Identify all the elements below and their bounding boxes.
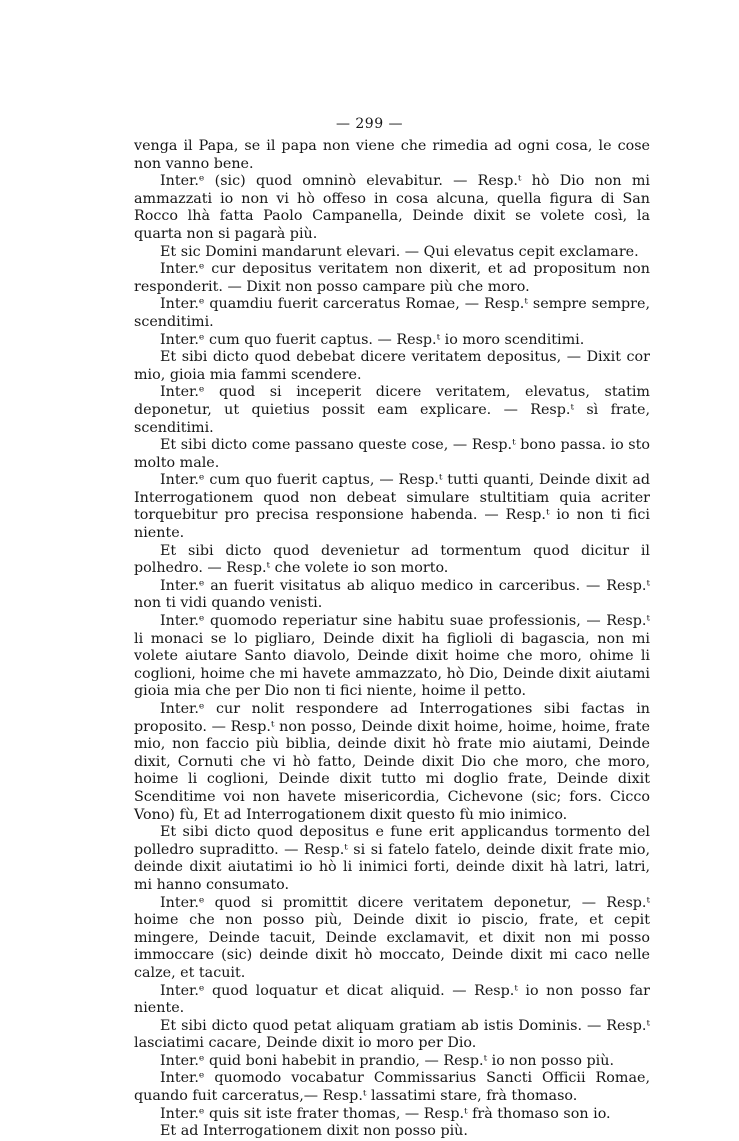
paragraph: Inter.ᵉ quis sit iste frater thomas, — Resp.ᵗ frà thomaso son io. [160,1105,611,1122]
paragraph: Inter.ᵉ cum quo fuerit captus, — Resp.ᵗ tutti quanti, Deinde dixit ad Interrogationem quod non debeat simulare stultitiam quia acriter torquebitur pro precisa responsione habenda. — Resp.ᵗ io non ti fici niente. [134,472,650,542]
paragraph: Et sibi dicto quod depositus e fune erit applicandus tormento del polledro supraditto. — Resp.ᵗ si si fatelo fatelo, deinde dixit frate mio, deinde dixit aiutatimi io hò li inimici forti, deinde dixit hà latri, latri, mi hanno consumato. [134,824,650,893]
paragraph: Inter.ᵉ quomodo reperiatur sine habitu suae professionis, — Resp.ᵗ li monaci se lo pigliaro, Deinde dixit ha figlioli di bagascia, non mi volete aiutare Santo diavolo, Deinde dixit hoime che moro, ohime li coglioni, hoime che mi havete ammazzato, hò Dio, Deinde dixit aiutami gioia mia che per Dio non ti fici niente, hoime il petto. [134,613,650,700]
body-text [134,138,650,1141]
paragraph: Et sibi dicto come passano queste cose, — Resp.ᵗ bono passa. io sto molto male. [134,437,650,471]
paragraph: venga il Papa, se il papa non viene che rimedia ad ogni cosa, le cose non vanno bene. [134,138,650,172]
paragraph: Inter.ᵉ quod si promittit dicere veritatem deponetur, — Resp.ᵗ hoime che non posso più, Deinde dixit io piscio, frate, et cepit mingere, Deinde tacuit, Deinde exclamavit, et dixit non mi posso immoccare (sic) deinde dixit hò moccato, Deinde dixit mi caco nelle calze, et tacuit. [134,894,650,981]
paragraph: Inter.ᵉ an fuerit visitatus ab aliquo medico in carceribus. — Resp.ᵗ non ti vidi quando venisti. [134,577,650,612]
paragraph: Et sibi dicto quod devenietur ad tormentum quod dicitur il polhedro. — Resp.ᵗ che volete io son morto. [134,542,650,577]
page-number: — 299 — [335,116,404,132]
paragraph: Et ad Interrogationem dixit non posso più. [160,1123,468,1140]
paragraph: Inter.ᵉ cur depositus veritatem non dixerit, et ad propositum non responderit. — Dixit non posso campare più che moro. [134,261,650,295]
paragraph: Et sibi dicto quod petat aliquam gratiam ab istis Dominis. — Resp.ᵗ lasciatimi cacare, Deinde dixit io moro per Dio. [134,1017,650,1052]
paragraph: Inter.ᵉ (sic) quod omninò elevabitur. — Resp.ᵗ hò Dio non mi ammazzati io non vi hò offeso in cosa alcuna, quella figura di San Rocco lhà fatta Paolo Campanella, Deinde dixit se volete così, la quarta non si pagarà più. [134,173,650,242]
paragraph: Et sibi dicto quod debebat dicere veritatem depositus, — Dixit cor mio, gioia mia fammi scendere. [134,349,650,383]
paragraph: Et sic Domini mandarunt elevari. — Qui elevatus cepit exclamare. [160,243,639,260]
paragraph: Inter.ᵉ quod loquatur et dicat aliquid. — Resp.ᵗ io non posso far niente. [134,982,650,1017]
paragraph: Inter.ᵉ quomodo vocabatur Commissarius Sancti Officii Romae, quando fuit carceratus,— Resp.ᵗ lassatimi stare, frà thomaso. [134,1070,650,1105]
paragraph: Inter.ᵉ cur nolit respondere ad Interrogationes sibi factas in proposito. — Resp.ᵗ non posso, Deinde dixit hoime, hoime, hoime, frate mio, non faccio più biblia, deinde dixit hò frate mio aiutami, Deinde dixit, Cornuti che vi hò fatto, Deinde dixit Dio che moro, che moro, hoime li coglioni, Deinde dixit tutto mi doglio frate, Deinde dixit Scenditime voi non havete misericordia, Cichevone (sic; fors. Cicco Vono) fù, Et ad Interrogationem dixit questo fù mio inimico. [134,701,650,823]
paragraph: Inter.ᵉ quamdiu fuerit carceratus Romae, — Resp.ᵗ sempre sempre, scenditimi. [134,296,650,330]
paragraph: Inter.ᵉ quod si inceperit dicere veritatem, elevatus, statim deponetur, ut quietius possit eam explicare. — Resp.ᵗ sì frate, scenditimi. [134,384,650,436]
paragraph: Inter.ᵉ cum quo fuerit captus. — Resp.ᵗ io moro scenditimi. [160,331,585,348]
paragraph: Inter.ᵉ quid boni habebit in prandio, — Resp.ᵗ io non posso più. [160,1052,615,1069]
